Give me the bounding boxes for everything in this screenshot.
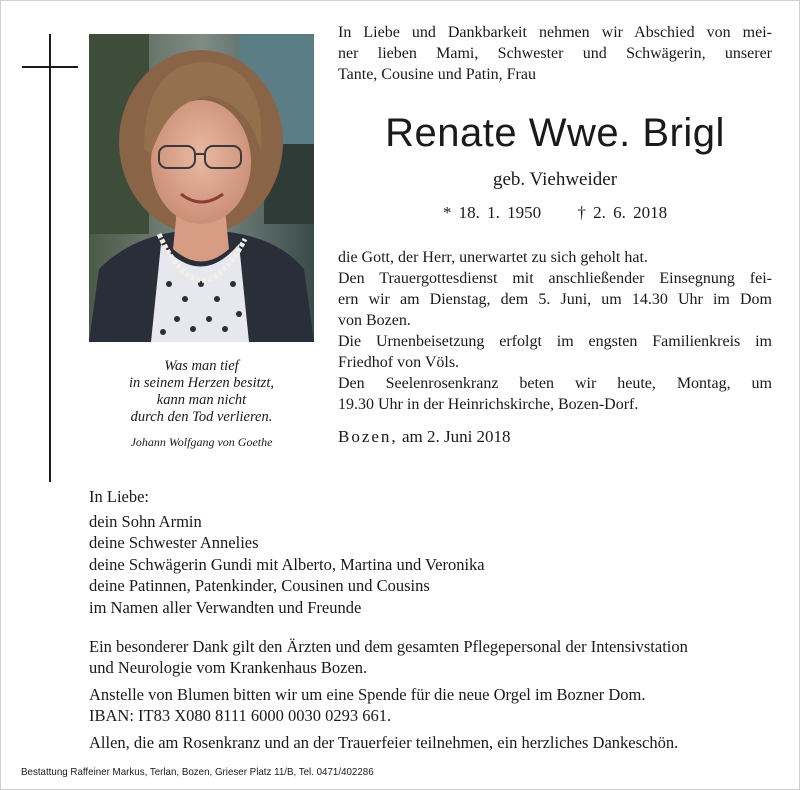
family-member: deine Schwester Annelies [89,533,259,552]
detail-line: Die Urnenbeisetzung erfolgt im engsten Familienkreis im [338,333,772,350]
quote-line: Was man tief [164,358,239,374]
intro-line: ner lieben Mami, Schwester und Schwägerin, unserer [338,45,772,62]
family-member: deine Patinnen, Patenkinder, Cousinen und Cousins [89,576,430,595]
closing-paragraph [89,733,769,754]
detail-line: Den Trauergottesdienst mit anschließender Einsegnung fei- [338,270,772,287]
quote-line: in seinem Herzen besitzt, [129,375,274,391]
thanks-paragraph [89,637,769,678]
detail-line: ern wir am Dienstag, dem 5. Juni, um 14.30 Uhr im Dom [338,291,772,308]
thanks-section [89,637,769,761]
life-dates [338,201,772,225]
intro-text [338,22,772,85]
thanks-line: und Neurologie vom Krankenhaus Bozen. [89,657,368,677]
family-member: dein Sohn Armin [89,511,202,531]
intro-line: In Liebe und Dankbarkeit nehmen wir Abschied von mei- [338,24,772,41]
thanks-line: Ein besonderer Dank gilt den Ärzten und dem gesamten Pflegepersonal der Intensivstation [89,637,688,656]
detail-line: von Bozen. [338,312,411,329]
detail-line: die Gott, der Herr, unerwartet zu sich geholt hat. [338,249,648,266]
deceased-name: Renate Wwe. Brigl [385,111,725,155]
quote-line: durch den Tod verlieren. [130,409,273,425]
funeral-home-footer: Bestattung Raffeiner Markus, Terlan, Bozen, Grieser Platz 11/B, Tel. 0471/402286 [21,766,374,778]
intro-line: Tante, Cousine und Patin, Frau [338,66,536,83]
death-date: † 2. 6. 2018 [577,203,668,222]
thanks-line: Allen, die am Rosenkranz und an der Trauerfeier teilnehmen, ein herzliches Dankeschön. [89,733,679,752]
family-list [89,486,779,618]
date: am 2. Juni 2018 [401,427,511,446]
donation-paragraph [89,685,769,726]
thanks-line: Anstelle von Blumen bitten wir um eine Spende für die neue Orgel im Bozner Dom. [89,685,646,704]
detail-line: 19.30 Uhr in der Heinrichskirche, Bozen-Dorf. [338,396,639,413]
detail-line: Friedhof von Völs. [338,354,460,371]
portrait-photo [89,34,314,342]
iban-line: IBAN: IT83 X080 8111 6000 0030 0293 661. [89,705,392,725]
maiden-name: geb. Viehweider [492,169,618,190]
place-date [338,426,772,448]
quote [89,358,314,451]
quote-author: Johann Wolfgang von Goethe [130,435,273,449]
quote-line: kann man nicht [156,392,247,408]
family-member: deine Schwägerin Gundi mit Alberto, Martina und Veronika [89,554,485,574]
service-details [338,247,772,415]
family-heading: In Liebe: [89,487,150,506]
family-member: im Namen aller Verwandten und Freunde [89,597,362,617]
detail-line: Den Seelenrosenkranz beten wir heute, Montag, um [338,375,772,392]
place: Bozen, [338,427,398,446]
birth-date: * 18. 1. 1950 [442,203,542,222]
